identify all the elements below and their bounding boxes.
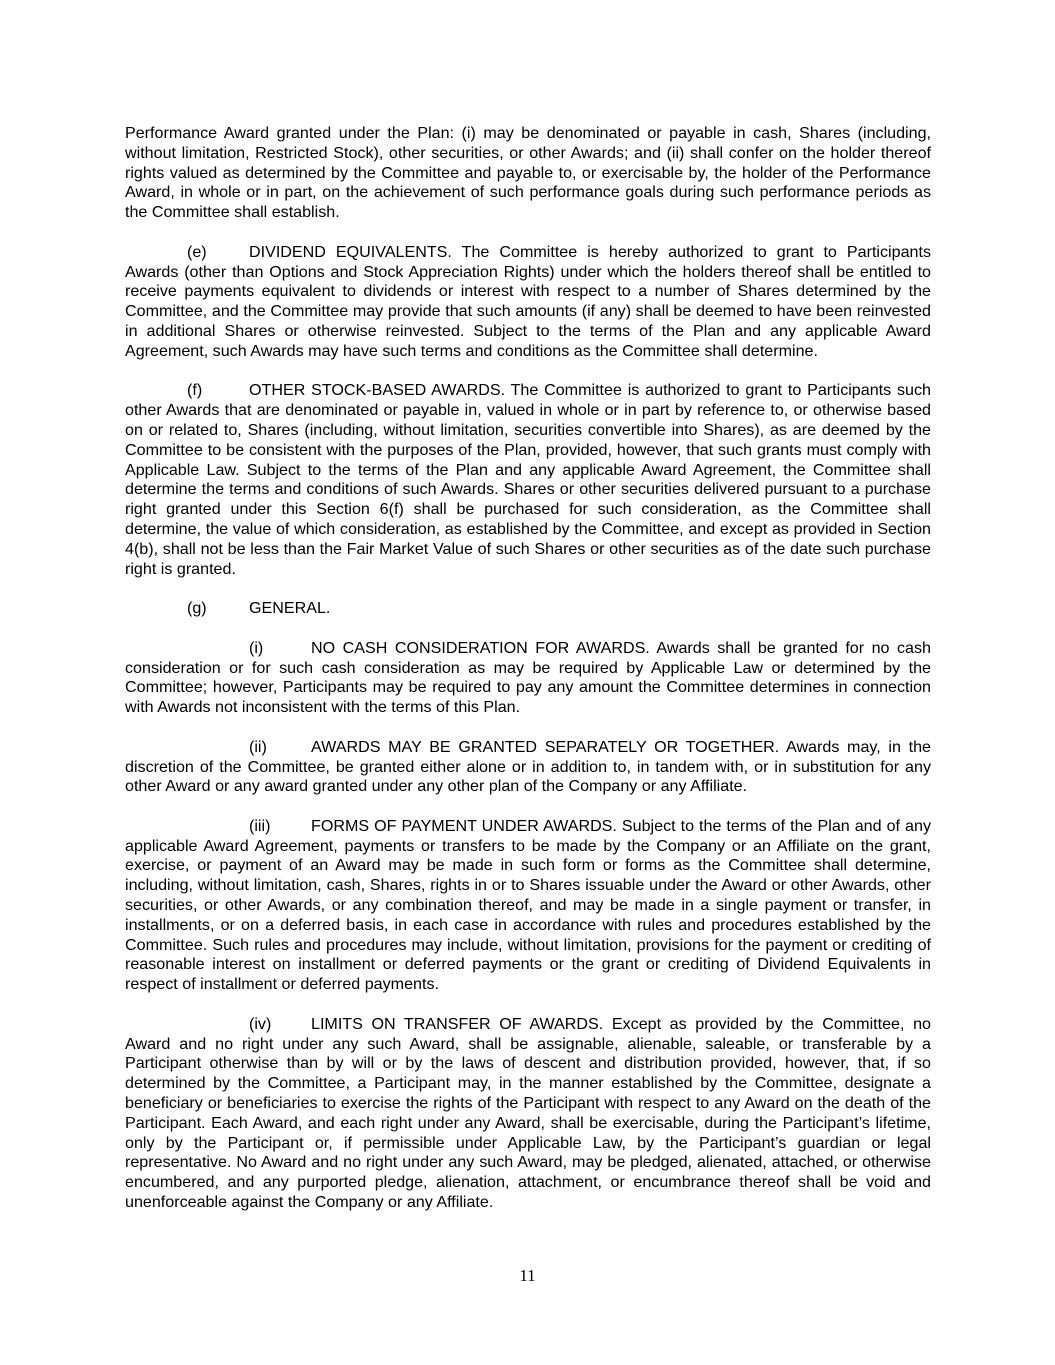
section-marker: (i) [249, 638, 264, 657]
paragraph-text: FORMS OF PAYMENT UNDER AWARDS. Subject to the terms of the Plan and of any applicable Award Agreement, payments or transfers to be made by the Company or an Affiliate on the grant, exercise, or payment of an Award may be made in such form or forms as the Committee shall determine, including, without limitation, cash, Shares, rights in or to Shares issuable under the Award or other Awards, other securities, or other Awards, or any combination thereof, and may be made in a single payment or transfer, in installments, or on a deferred basis, in each case in accordance with rules and procedures established by the Committee. Such rules and procedures may include, without limitation, provisions for the payment or crediting of reasonable interest on installment or deferred payments or the grant or crediting of Dividend Equivalents in respect of installment or deferred payments. [125, 816, 931, 994]
paragraph-text: AWARDS MAY BE GRANTED SEPARATELY OR TOGETHER. Awards may, in the discretion of the Committee, be granted either alone or in addition to, in tandem with, or in substitution for any other Award or any award granted under any other plan of the Company or any Affiliate. [125, 737, 931, 796]
document-body [125, 124, 931, 1233]
section-marker: (g) [187, 599, 207, 618]
paragraph-g-heading [125, 599, 931, 619]
paragraph-text: OTHER STOCK-BASED AWARDS. The Committee is authorized to grant to Participants such other Awards that are denominated or payable in, valued in whole or in part by reference to, or otherwise based on or related to, Shares (including, without limitation, securities convertible into Shares), as are deemed by the Committee to be consistent with the purposes of the Plan, provided, however, that such grants must comply with Applicable Law. Subject to the terms of the Plan and any applicable Award Agreement, the Committee shall determine the terms and conditions of such Awards. Shares or other securities delivered pursuant to a purchase right granted under this Section 6(f) shall be purchased for such consideration, as the Committee shall determine, the value of which consideration, as established by the Committee, and except as provided in Section 4(b), shall not be less than the Fair Market Value of such Shares or other securities as of the date such purchase right is granted. [125, 381, 931, 578]
page-number: 11 [519, 1266, 536, 1285]
paragraph-g-iv [125, 1015, 931, 1213]
paragraph-text: NO CASH CONSIDERATION FOR AWARDS. Awards shall be granted for no cash consideration or for such cash consideration as may be required by Applicable Law or determined by the Committee; however, Participants may be required to pay any amount the Committee determines in connection with Awards not inconsistent with the terms of this Plan. [125, 638, 931, 717]
section-marker: (iv) [249, 1014, 272, 1033]
paragraph-g-iii [125, 817, 931, 995]
paragraph-text: DIVIDEND EQUIVALENTS. The Committee is hereby authorized to grant to Participants Awards (other than Options and Stock Appreciation Rights) under which the holders thereof shall be entitled to receive payments equivalent to dividends or interest with respect to a number of Shares determined by the Committee, and the Committee may provide that such amounts (if any) shall be deemed to have been reinvested in additional Shares or otherwise reinvested. Subject to the terms of the Plan and any applicable Award Agreement, such Awards may have such terms and conditions as the Committee shall determine. [125, 242, 931, 360]
paragraph-f [125, 381, 931, 579]
paragraph-text: LIMITS ON TRANSFER OF AWARDS. Except as provided by the Committee, no Award and no right under any such Award, shall be assignable, alienable, saleable, or transferable by a Participant otherwise than by will or by the laws of descent and distribution provided, however, that, if so determined by the Committee, a Participant may, in the manner established by the Committee, designate a beneficiary or beneficiaries to exercise the rights of the Participant with respect to any Award on the death of the Participant. Each Award, and each right under any Award, shall be exercisable, during the Participant’s lifetime, only by the Participant or, if permissible under Applicable Law, by the Participant’s guardian or legal representative. No Award and no right under any such Award, may be pledged, alienated, attached, or otherwise encumbered, and any purported pledge, alienation, attachment, or encumbrance thereof shall be void and unenforceable against the Company or any Affiliate. [125, 1014, 931, 1212]
section-marker: (f) [187, 381, 203, 400]
paragraph-d-continued [125, 124, 931, 223]
paragraph-text: Performance Award granted under the Plan: (i) may be denominated or payable in cash, Shares (including, without limitation, Restricted Stock), other securities, or other Awards; and (ii) shall confer on the holder thereof rights valued as determined by the Committee and payable to, or exercisable by, the holder of the Performance Award, in whole or in part, on the achievement of such performance goals during such performance periods as the Committee shall establish. [125, 124, 931, 222]
paragraph-e [125, 243, 931, 362]
section-marker: (e) [187, 242, 207, 261]
paragraph-g-i [125, 639, 931, 718]
section-heading: GENERAL. [249, 599, 331, 618]
section-marker: (ii) [249, 737, 267, 756]
paragraph-g-ii [125, 738, 931, 797]
section-marker: (iii) [249, 816, 271, 835]
